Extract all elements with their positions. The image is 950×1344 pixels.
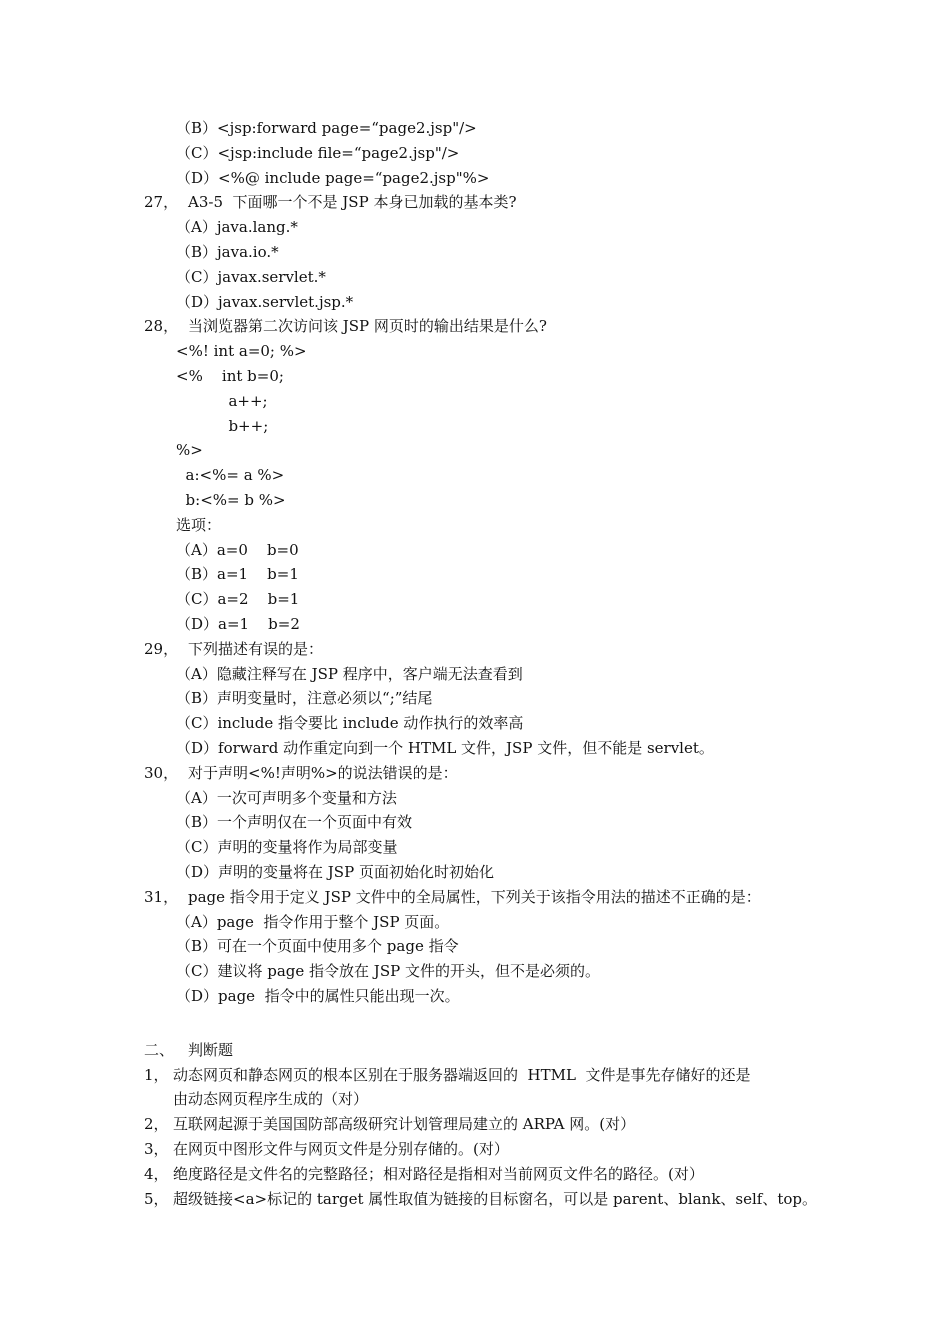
judge-text: 在网页中图形文件与网页文件是分别存储的。(对）	[173, 1140, 509, 1158]
judge-number: 4，	[144, 1165, 169, 1183]
question-text: A3-5 下面哪一个不是 JSP 本身已加载的基本类?	[188, 193, 517, 211]
question-line: （B）<jsp:forward page=“page2.jsp"/>	[176, 119, 477, 137]
question-line: a++;	[176, 392, 268, 410]
judge-text: 动态网页和静态网页的根本区别在于服务器端返回的 HTML 文件是事先存储好的还是	[173, 1066, 751, 1084]
question-line: 选项：	[176, 516, 222, 534]
question-line: %>	[176, 441, 203, 459]
question-line: （B）声明变量时，注意必须以“;”结尾	[176, 689, 433, 707]
judge-text: 互联网起源于美国国防部高级研究计划管理局建立的 ARPA 网。(对）	[173, 1115, 636, 1133]
question-line: （A）java.lang.*	[176, 218, 298, 236]
judge-text: 超级链接<a>标记的 target 属性取值为链接的目标窗名，可以是 parent、blank、self、top。	[173, 1190, 817, 1208]
question-number: 31，	[144, 888, 179, 906]
question-line: （C）javax.servlet.*	[176, 268, 326, 286]
question-line: （A）page 指令作用于整个 JSP 页面。	[176, 913, 450, 931]
question-line: （A）一次可声明多个变量和方法	[176, 789, 397, 807]
judge-text: 绝度路径是文件名的完整路径；相对路径是指相对当前网页文件名的路径。(对）	[173, 1165, 704, 1183]
question-line: b:<%= b %>	[176, 491, 286, 509]
question-line: （C）a=2 b=1	[176, 590, 300, 608]
question-number: 27，	[144, 193, 179, 211]
question-line: （A）隐藏注释写在 JSP 程序中，客户端无法查看到	[176, 665, 523, 683]
judge-number: 1，	[144, 1066, 169, 1084]
question-line: （C）声明的变量将作为局部变量	[176, 838, 398, 856]
judge-number: 2，	[144, 1115, 169, 1133]
question-line: （C）建议将 page 指令放在 JSP 文件的开头，但不是必须的。	[176, 962, 600, 980]
judge-number: 3，	[144, 1140, 169, 1158]
question-line: <% int b=0;	[176, 367, 284, 385]
question-line: （B）java.io.*	[176, 243, 279, 261]
question-line: a:<%= a %>	[176, 466, 285, 484]
question-text: 对于声明<%!声明%>的说法错误的是：	[188, 764, 458, 782]
question-line: （D）page 指令中的属性只能出现一次。	[176, 987, 460, 1005]
question-line: （A）a=0 b=0	[176, 541, 299, 559]
question-number: 28，	[144, 317, 179, 335]
question-line: <%! int a=0; %>	[176, 342, 307, 360]
question-line: （D）javax.servlet.jsp.*	[176, 293, 354, 311]
question-line: b++;	[176, 417, 269, 435]
section-number: 二、	[144, 1041, 175, 1059]
question-text: 当浏览器第二次访问该 JSP 网页时的输出结果是什么?	[188, 317, 547, 335]
question-line: （D）forward 动作重定向到一个 HTML 文件，JSP 文件，但不能是 servlet。	[176, 739, 714, 757]
section-title: 判断题	[188, 1041, 234, 1059]
question-number: 29，	[144, 640, 179, 658]
judge-text: 由动态网页程序生成的（对）	[173, 1090, 369, 1108]
question-line: （B）a=1 b=1	[176, 565, 299, 583]
question-line: （C）include 指令要比 include 动作执行的效率高	[176, 714, 524, 732]
question-line: （D）声明的变量将在 JSP 页面初始化时初始化	[176, 863, 494, 881]
question-text: page 指令用于定义 JSP 文件中的全局属性，下列关于该指令用法的描述不正确的是：	[188, 888, 761, 906]
question-line: （B）可在一个页面中使用多个 page 指令	[176, 937, 459, 955]
judge-number: 5，	[144, 1190, 169, 1208]
question-line: （B）一个声明仅在一个页面中有效	[176, 813, 413, 831]
question-line: （C）<jsp:include file=“page2.jsp"/>	[176, 144, 460, 162]
question-number: 30，	[144, 764, 179, 782]
question-line: （D）<%@ include page=“page2.jsp"%>	[176, 169, 490, 187]
question-text: 下列描述有误的是：	[188, 640, 324, 658]
question-line: （D）a=1 b=2	[176, 615, 300, 633]
